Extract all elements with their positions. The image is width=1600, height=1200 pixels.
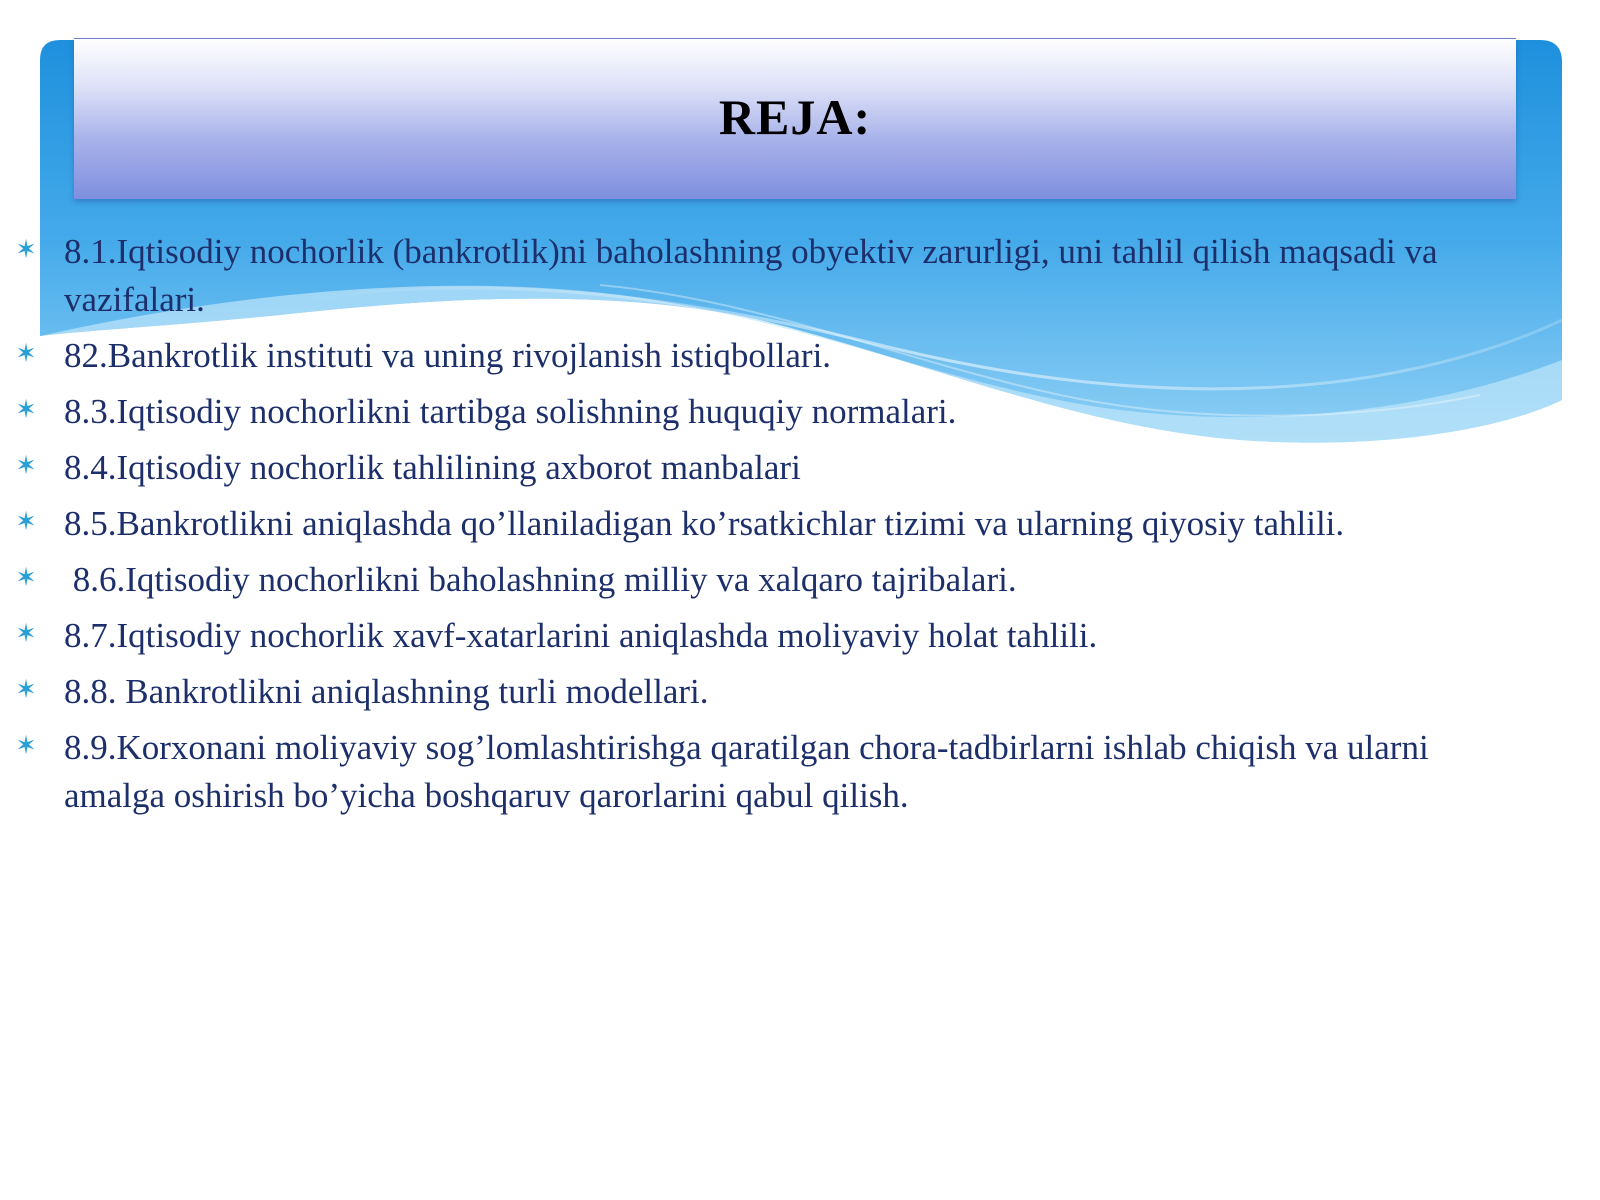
list-item bbox=[0, 388, 1520, 436]
list-item-text: 8.4.Iqtisodiy nochorlik tahlilining axborot manbalari bbox=[64, 448, 801, 487]
list-item bbox=[0, 724, 1520, 820]
list-item bbox=[0, 444, 1520, 492]
list-item-text: 8.8. Bankrotlikni aniqlashning turli modellari. bbox=[64, 672, 709, 711]
list-item-text: 8.1.Iqtisodiy nochorlik (bankrotlik)ni baholashning obyektiv zarurligi, uni tahlil qilish maqsadi va vazifalari. bbox=[64, 232, 1438, 319]
asterisk-bullet-icon: ✶ bbox=[15, 675, 37, 705]
list-item bbox=[0, 228, 1520, 324]
slide-title: REJA: bbox=[718, 89, 872, 145]
title-banner bbox=[74, 38, 1516, 199]
asterisk-bullet-icon: ✶ bbox=[15, 563, 37, 593]
list-item bbox=[0, 332, 1520, 380]
list-item bbox=[0, 556, 1520, 604]
plan-list bbox=[0, 228, 1520, 828]
asterisk-bullet-icon: ✶ bbox=[15, 731, 37, 761]
asterisk-bullet-icon: ✶ bbox=[15, 339, 37, 369]
asterisk-bullet-icon: ✶ bbox=[15, 451, 37, 481]
list-item bbox=[0, 500, 1520, 548]
list-item-text: 8.3.Iqtisodiy nochorlikni tartibga solishning huquqiy normalari. bbox=[64, 392, 957, 431]
asterisk-bullet-icon: ✶ bbox=[15, 619, 37, 649]
list-item-text: 8.6.Iqtisodiy nochorlikni baholashning milliy va xalqaro tajribalari. bbox=[64, 560, 1017, 599]
asterisk-bullet-icon: ✶ bbox=[15, 235, 37, 265]
asterisk-bullet-icon: ✶ bbox=[15, 395, 37, 425]
list-item-text: 8.9.Korxonani moliyaviy sog’lomlashtirishga qaratilgan chora-tadbirlarni ishlab chiqish va ularni amalga oshirish bo’yicha boshqaruv qarorlarini qabul qilish. bbox=[64, 728, 1429, 815]
asterisk-bullet-icon: ✶ bbox=[15, 507, 37, 537]
list-item bbox=[0, 612, 1520, 660]
list-item-text: 8.5.Bankrotlikni aniqlashda qo’llaniladigan ko’rsatkichlar tizimi va ularning qiyosiy tahlili. bbox=[64, 504, 1345, 543]
list-item-text: 82.Bankrotlik instituti va uning rivojlanish istiqbollari. bbox=[64, 336, 832, 375]
list-item bbox=[0, 668, 1520, 716]
list-item-text: 8.7.Iqtisodiy nochorlik xavf-xatarlarini aniqlashda moliyaviy holat tahlili. bbox=[64, 616, 1098, 655]
